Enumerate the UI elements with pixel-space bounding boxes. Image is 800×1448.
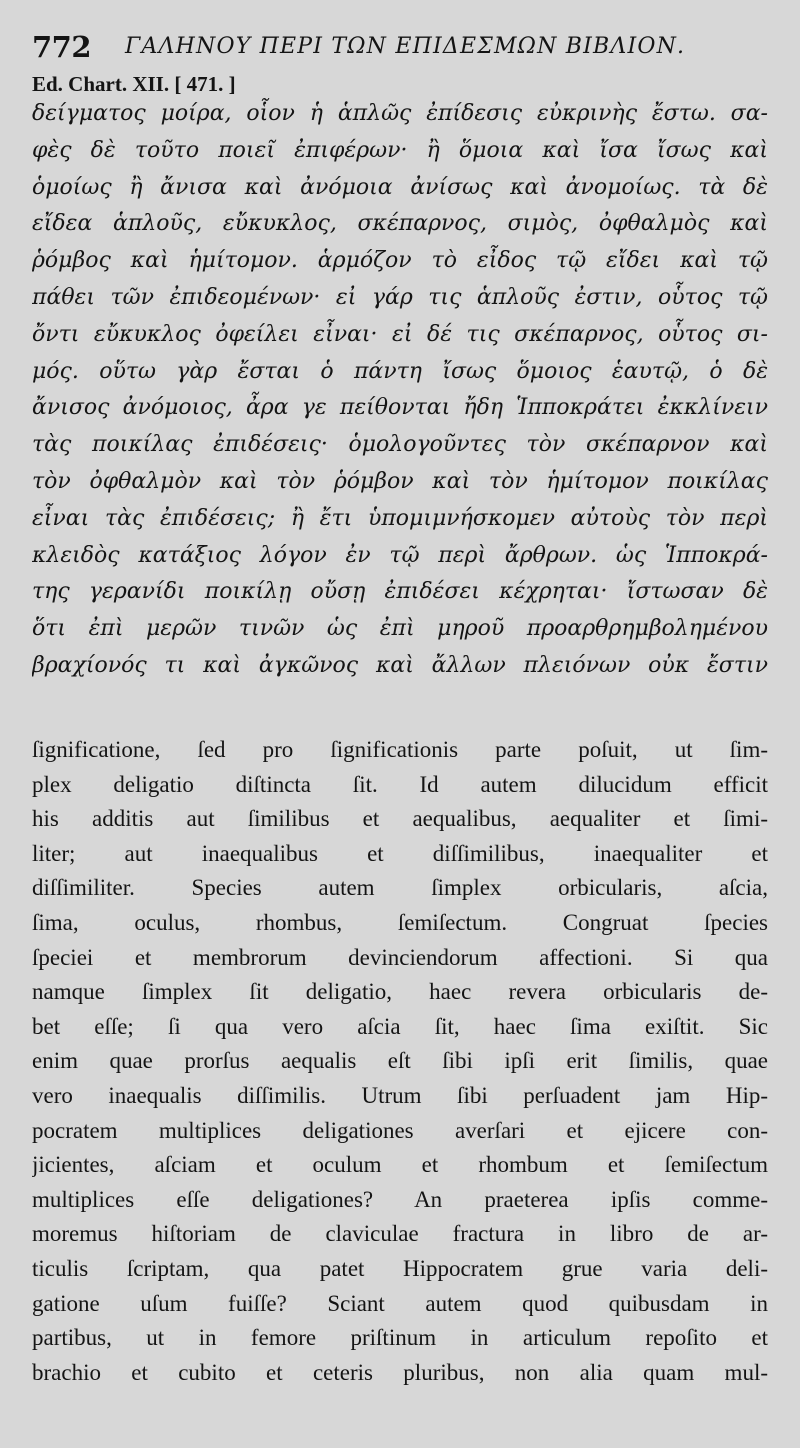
greek-line: ὄντι εὔκυκλος ὀφείλει εἶναι· εἰ δέ τις σκέπαρνος, οὗτος σι- bbox=[32, 321, 768, 347]
greek-line: ὁμοίως ἢ ἄνισα καὶ ἀνόμοια ἀνίσως καὶ ἀνομοίως. τὰ δὲ bbox=[32, 174, 768, 200]
greek-text-block bbox=[32, 96, 768, 685]
latin-line: ticulis ſcriptam, qua patet Hippocratem grue varia deli- bbox=[32, 1255, 768, 1281]
greek-line: εἶναι τὰς ἐπιδέσεις; ἢ ἔτι ὑπομιμνήσκομεν αὐτοὺς τὸν περὶ bbox=[32, 505, 768, 531]
latin-line: brachio et cubito et ceteris pluribus, non alia quam mul- bbox=[32, 1359, 768, 1385]
latin-line: ſpeciei et membrorum devinciendorum affectioni. Si qua bbox=[32, 944, 768, 970]
page-header bbox=[32, 30, 772, 66]
latin-line: plex deligatio diſtincta ſit. Id autem dilucidum efficit bbox=[32, 771, 768, 797]
greek-line: κλειδὸς κατάξιος λόγον ἐν τῷ περὶ ἄρθρων. ὡς Ἱπποκρά- bbox=[32, 542, 768, 568]
latin-line: enim quae prorſus aequalis eſt ſibi ipſi erit ſimilis, quae bbox=[32, 1048, 768, 1074]
greek-line: δείγματος μοίρα, οἷον ἡ ἁπλῶς ἐπίδεσις εὐκρινὴς ἔστω. σα- bbox=[32, 101, 768, 126]
greek-line: φὲς δὲ τοῦτο ποιεῖ ἐπιφέρων· ἢ ὅμοια καὶ ἴσα ἴσως καὶ bbox=[32, 137, 768, 163]
latin-line: moremus hiſtoriam de claviculae fractura in libro de ar- bbox=[32, 1221, 768, 1247]
greek-line: πάθει τῶν ἐπιδεομένων· εἰ γάρ τις ἁπλοῦς ἐστιν, οὗτος τῷ bbox=[32, 284, 768, 310]
latin-line: partibus, ut in femore priſtinum in articulum repoſito et bbox=[32, 1325, 768, 1351]
latin-text-block bbox=[32, 733, 768, 1390]
greek-line: της γερανίδι ποικίλῃ οὔσῃ ἐπιδέσει κέχρηται· ἴστωσαν δὲ bbox=[32, 579, 768, 605]
edition-reference: Ed. Chart. XII. [ 471. ] bbox=[32, 72, 236, 96]
latin-line: ſima, oculus, rhombus, ſemiſectum. Congruat ſpecies bbox=[32, 909, 768, 935]
latin-line: gatione uſum fuiſſe? Sciant autem quod quibusdam in bbox=[32, 1290, 768, 1316]
running-title: ΓΑΛΗΝΟΥ ΠΕΡΙ ΤΩΝ ΕΠΙΔΕΣΜΩΝ ΒΙΒΛΙΟΝ. bbox=[125, 34, 686, 59]
latin-line: his additis aut ſimilibus et aequalibus, aequaliter et ſimi- bbox=[32, 806, 768, 832]
latin-line: bet eſſe; ſi qua vero aſcia ſit, haec ſima exiſtit. Sic bbox=[32, 1013, 768, 1039]
greek-line: ὅτι ἐπὶ μερῶν τινῶν ὡς ἐπὶ μηροῦ προαρθρημβολημένου bbox=[32, 616, 768, 642]
latin-line: vero inaequalis diſſimilis. Utrum ſibi perſuadent jam Hip- bbox=[32, 1082, 768, 1108]
greek-line: βραχίονός τι καὶ ἀγκῶνος καὶ ἄλλων πλειόνων οὐκ ἔστιν bbox=[32, 652, 768, 678]
latin-line: jicientes, aſciam et oculum et rhombum et ſemiſectum bbox=[32, 1152, 768, 1178]
latin-line: pocratem multiplices deligationes averſari et ejicere con- bbox=[32, 1117, 768, 1143]
greek-line: ῥόμβος καὶ ἡμίτομον. ἁρμόζον τὸ εἶδος τῷ εἴδει καὶ τῷ bbox=[32, 248, 768, 274]
greek-line: εἴδεα ἁπλοῦς, εὔκυκλος, σκέπαρνος, σιμὸς, ὀφθαλμὸς καὶ bbox=[32, 211, 768, 237]
latin-line: liter; aut inaequalibus et diſſimilibus, inaequaliter et bbox=[32, 840, 768, 866]
latin-line: diſſimiliter. Species autem ſimplex orbicularis, aſcia, bbox=[32, 875, 768, 901]
greek-line: τὸν ὀφθαλμὸν καὶ τὸν ῥόμβον καὶ τὸν ἡμίτομον ποικίλας bbox=[32, 468, 768, 494]
latin-line: multiplices eſſe deligationes? An praeterea ipſis comme- bbox=[32, 1186, 768, 1212]
greek-line: ἄνισος ἀνόμοιος, ἆρα γε πείθονται ἤδη Ἱπποκράτει ἐκκλίνειν bbox=[32, 395, 768, 421]
greek-line: μός. οὕτω γὰρ ἔσται ὁ πάντη ἴσως ὅμοιος ἑαυτῷ, ὁ δὲ bbox=[32, 358, 768, 384]
greek-line: τὰς ποικίλας ἐπιδέσεις· ὁμολογοῦντες τὸν σκέπαρνον καὶ bbox=[32, 432, 768, 458]
latin-line: ſignificatione, ſed pro ſignificationis parte poſuit, ut ſim- bbox=[32, 737, 768, 762]
page-number: 772 bbox=[32, 30, 92, 64]
latin-line: namque ſimplex ſit deligatio, haec revera orbicularis de- bbox=[32, 979, 768, 1005]
